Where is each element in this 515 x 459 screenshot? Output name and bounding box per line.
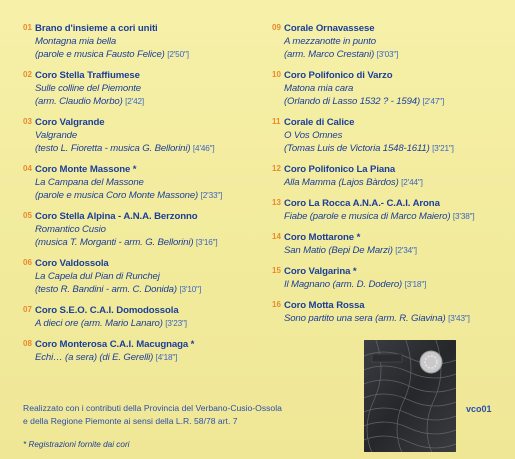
credits (23, 402, 363, 428)
song-info-line (35, 189, 273, 202)
song-text: A mezzanotte in punto (284, 36, 376, 47)
song-text: Matona mia cara (284, 83, 354, 94)
track-duration: [3'23"] (165, 319, 187, 328)
track-duration: [2'50"] (167, 50, 189, 59)
track-number: 11 (272, 117, 281, 126)
track-duration: [2'42] (125, 97, 145, 106)
track-duration: [3'21"] (432, 144, 454, 153)
track-number: 08 (23, 339, 32, 348)
track-number: 12 (272, 164, 281, 173)
song-text: (parole e musica Coro Monte Massone) (35, 190, 199, 201)
song-info-line (284, 95, 510, 108)
track-duration: [3'18"] (404, 280, 427, 289)
choir-name: Coro Stella Alpina - A.N.A. Berzonno (35, 211, 198, 222)
track-duration: [3'03"] (376, 50, 399, 59)
choir-name: Coro La Rocca A.N.A.- C.A.I. Arona (284, 198, 440, 209)
song-info-line (35, 270, 273, 283)
song-text: Sono partito una sera (arm. R. Giavina) (284, 313, 446, 324)
song-info-line (35, 223, 273, 236)
track-number: 10 (272, 70, 281, 79)
track-number: 06 (23, 258, 32, 267)
song-text: La Campana del Massone (35, 177, 144, 188)
song-text: A dieci ore (arm. Mario Lanaro) (35, 318, 163, 329)
song-info-line (35, 283, 273, 296)
choir-name: Coro Valgarina * (284, 266, 357, 277)
track-number: 02 (23, 70, 32, 79)
track-number: 04 (23, 164, 32, 173)
song-info-line (35, 351, 273, 364)
song-info-line (284, 82, 510, 95)
song-text: O Vos Omnes (284, 130, 343, 141)
song-info-line (35, 142, 273, 155)
track-number: 09 (272, 23, 281, 32)
song-text: (arm. Marco Crestani) (284, 49, 375, 60)
song-info-line (35, 236, 273, 249)
hologram-seal (364, 340, 456, 452)
song-text: Sulle colline del Piemonte (35, 83, 141, 94)
song-text: San Matio (Bepi De Marzi) (284, 245, 393, 256)
song-text: Valgrande (35, 130, 78, 141)
track-number: 16 (272, 300, 281, 309)
song-info-line (284, 312, 510, 325)
song-text: Montagna mia bella (35, 36, 117, 47)
choir-name: Corale Ornavassese (284, 23, 375, 34)
credits-line-2: e della Regione Piemonte ai sensi della L.R. 58/78 art. 7 (23, 416, 238, 426)
choir-name: Coro Polifonico di Varzo (284, 70, 393, 81)
choir-name: Coro Valdossola (35, 258, 109, 269)
song-info-line (284, 142, 510, 155)
song-info-line (284, 244, 510, 257)
song-text: Il Magnano (arm. D. Dodero) (284, 279, 403, 290)
song-text: (musica T. Morganti - arm. G. Bellorini) (35, 237, 194, 248)
track-number: 14 (272, 232, 281, 241)
song-text: La Capela dul Pian di Runchej (35, 271, 160, 282)
track-duration: [2'33"] (200, 191, 223, 200)
song-info-line (284, 210, 510, 223)
track-duration: [3'43"] (448, 314, 470, 323)
song-info-line (284, 129, 510, 142)
song-info-line (35, 35, 273, 48)
recording-note: * Registrazioni fornite dai cori (23, 440, 130, 449)
song-info-line (35, 317, 273, 330)
track-number: 01 (23, 23, 32, 32)
song-text: (Orlando di Lasso 1532 ? - 1594) (284, 96, 420, 107)
track-duration: [2'34"] (395, 246, 417, 255)
choir-name: Coro Stella Traffiumese (35, 70, 140, 81)
choir-name: Coro Motta Rossa (284, 300, 365, 311)
track-number: 03 (23, 117, 32, 126)
choir-name: Coro Monterosa C.A.I. Macugnaga * (35, 339, 195, 350)
choir-name: Brano d'insieme a cori uniti (35, 23, 158, 34)
track-duration: [2'47"] (422, 97, 445, 106)
choir-name: Coro Valgrande (35, 117, 105, 128)
track-duration: [3'16"] (195, 238, 218, 247)
song-text: Alla Mamma (Lajos Bàrdos) (284, 177, 399, 188)
song-text: (parole e musica Fausto Felice) (35, 49, 165, 60)
track-number: 05 (23, 211, 32, 220)
song-text: (arm. Claudio Morbo) (35, 96, 123, 107)
track-number: 13 (272, 198, 281, 207)
credits-line-1: Realizzato con i contributi della Provincia del Verbano-Cusio-Ossola (23, 403, 282, 413)
track-duration: [4'46"] (192, 144, 215, 153)
choir-name: Corale di Calice (284, 117, 355, 128)
catalog-code: vco01 (466, 404, 492, 414)
track-number: 07 (23, 305, 32, 314)
choir-name: Coro Polifonico La Piana (284, 164, 396, 175)
song-text: Echi… (a sera) (di E. Gerelli) (35, 352, 154, 363)
track-duration: [3'38"] (452, 212, 475, 221)
song-text: (testo R. Bandini - arm. C. Donida) (35, 284, 177, 295)
song-info-line (35, 48, 273, 61)
song-text: (Tomas Luis de Victoria 1548-1611) (284, 143, 430, 154)
song-info-line (284, 35, 510, 48)
hologram-pattern-icon (364, 340, 456, 452)
song-info-line (284, 48, 510, 61)
choir-name: Coro Mottarone * (284, 232, 361, 243)
song-text: (testo L. Fioretta - musica G. Bellorini) (35, 143, 191, 154)
song-text: Romantico Cusio (35, 224, 106, 235)
track-duration: [3'10"] (179, 285, 202, 294)
choir-name: Coro Monte Massone * (35, 164, 137, 175)
track-duration: [2'44"] (401, 178, 423, 187)
choir-name: Coro S.E.O. C.A.I. Domodossola (35, 305, 179, 316)
song-info-line (284, 176, 510, 189)
song-info-line (35, 176, 273, 189)
track-duration: [4'18"] (155, 353, 178, 362)
song-info-line (284, 278, 510, 291)
song-info-line (35, 95, 273, 108)
song-info-line (35, 82, 273, 95)
song-info-line (35, 129, 273, 142)
song-text: Fiabe (parole e musica di Marco Maiero) (284, 211, 451, 222)
track-number: 15 (272, 266, 281, 275)
